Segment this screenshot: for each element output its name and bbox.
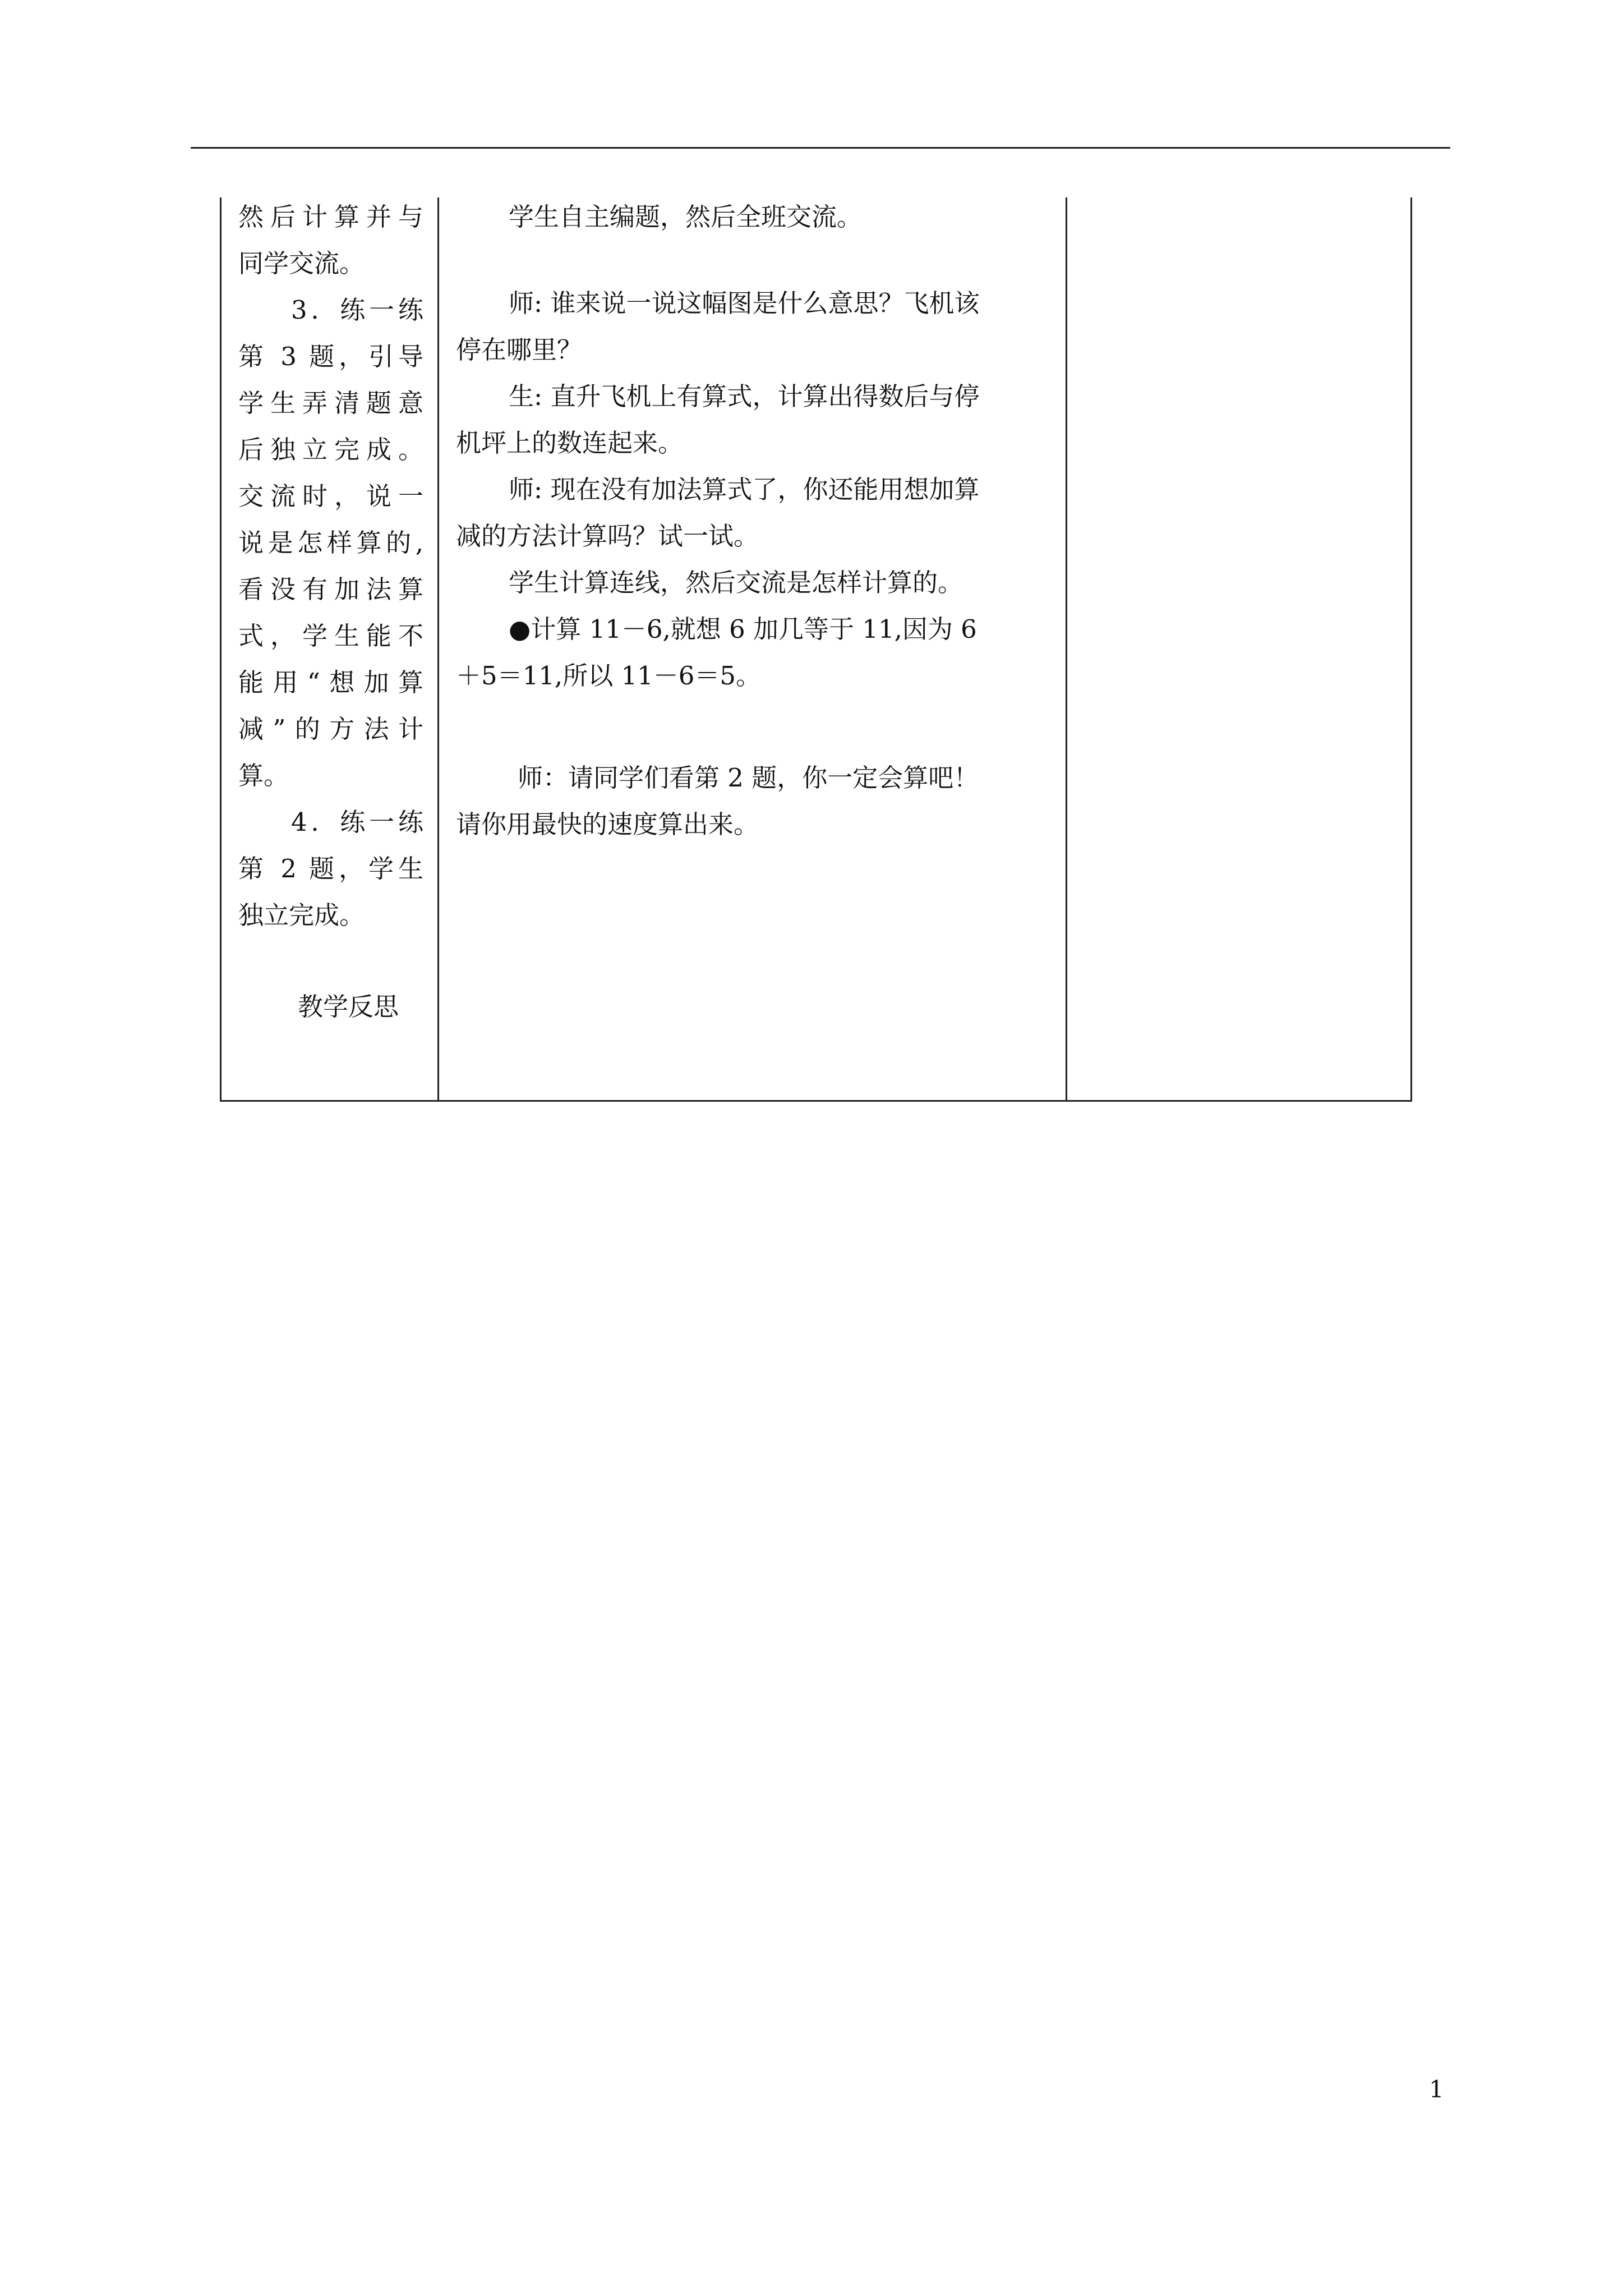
text-line: 停在哪里？ bbox=[456, 335, 583, 365]
text-line: 第 2 题，学生 bbox=[238, 854, 423, 884]
text-line: 师：请同学们看第 2 题，你一定会算吧！ bbox=[518, 763, 979, 793]
text-line: 学生自主编题，然后全班交流。 bbox=[509, 202, 863, 232]
page-number: 1 bbox=[1429, 2076, 1444, 2103]
text-line: 减的方法计算吗？试一试。 bbox=[456, 521, 759, 551]
text-line: 独立完成。 bbox=[238, 900, 365, 930]
text-line: 能用“想加算 bbox=[238, 668, 423, 697]
lesson-table bbox=[220, 197, 1412, 1102]
text-line: 后独立完成。 bbox=[238, 435, 423, 464]
teaching-steps-cell bbox=[222, 197, 437, 1100]
text-line: 同学交流。 bbox=[238, 249, 365, 278]
text-line: 说是怎样算的, bbox=[238, 528, 423, 558]
text-line: 第 3 题，引导 bbox=[238, 342, 423, 371]
text-line: 师: 现在没有加法算式了，你还能用想加算 bbox=[509, 475, 980, 504]
text-line: 看没有加法算 bbox=[238, 574, 423, 604]
text-line: 交流时，说一 bbox=[238, 481, 423, 511]
text-line: ＋5＝11,所以 11－6＝5。 bbox=[456, 661, 762, 691]
text-line: 师: 谁来说一说这幅图是什么意思？飞机该 bbox=[509, 288, 980, 318]
notes-cell bbox=[1067, 197, 1412, 1100]
text-line: 算。 bbox=[238, 761, 289, 790]
text-line: ●计算 11－6,就想 6 加几等于 11,因为 6 bbox=[509, 614, 977, 644]
text-line: 然后计算并与 bbox=[238, 202, 423, 232]
teaching-process-cell bbox=[439, 197, 1066, 1100]
text-line: 式，学生能不 bbox=[238, 621, 423, 651]
text-line: 减”的方法计 bbox=[238, 714, 423, 744]
header-rule bbox=[191, 147, 1450, 149]
text-line: 学生计算连线，然后交流是怎样计算的。 bbox=[509, 568, 963, 597]
text-line: 请你用最快的速度算出来。 bbox=[456, 809, 759, 839]
text-line: 3．练一练 bbox=[291, 295, 423, 325]
reflection-label: 教学反思 bbox=[298, 992, 399, 1022]
text-line: 机坪上的数连起来。 bbox=[456, 428, 684, 458]
text-line: 学生弄清题意 bbox=[238, 388, 423, 418]
text-line: 生: 直升飞机上有算式，计算出得数后与停 bbox=[509, 381, 980, 411]
text-line: 4．练一练 bbox=[291, 807, 423, 837]
